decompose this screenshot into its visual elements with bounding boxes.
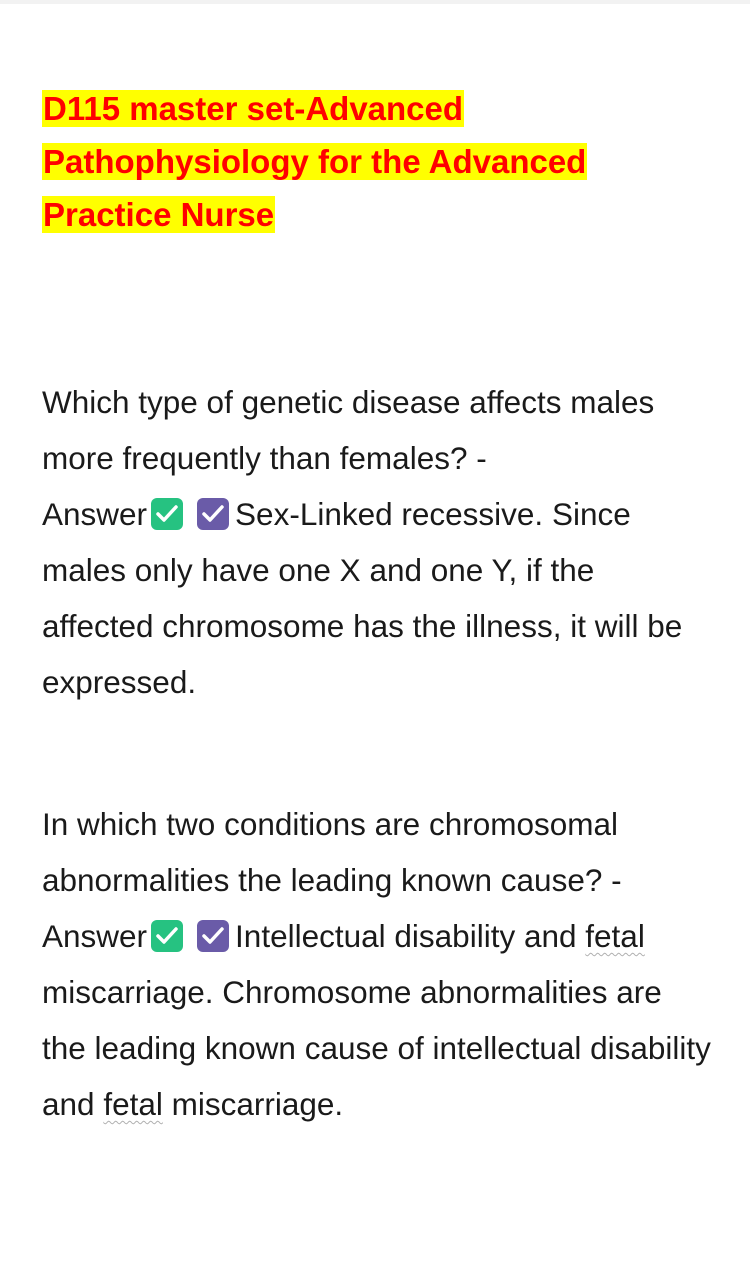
title-line-3: Practice Nurse xyxy=(43,196,275,233)
qa-item-2 xyxy=(42,796,712,1132)
purple-check-icon xyxy=(197,920,229,952)
question-text: Which type of genetic disease affects males more frequently than females? - xyxy=(42,384,655,476)
title-line-2: Pathophysiology for the Advanced xyxy=(43,143,587,180)
answer-label: Answer xyxy=(42,496,148,532)
answer-text-part-2: miscarriage. Chromosome abnormalities are the leading known cause of intellectual disability and xyxy=(42,974,711,1122)
answer-text-part-1: Intellectual disability and xyxy=(235,918,577,954)
answer-label: Answer xyxy=(42,918,148,954)
title-line-1: D115 master set-Advanced xyxy=(43,90,464,127)
purple-check-icon xyxy=(197,498,229,530)
qa-item-1 xyxy=(42,374,712,710)
document-title xyxy=(42,82,702,241)
green-check-icon xyxy=(151,498,183,530)
answer-text: Sex-Linked recessive. Since males only have one X and one Y, if the affected chromosome has the illness, it will be expressed. xyxy=(42,496,683,700)
answer-text-part-3: miscarriage. xyxy=(162,1086,344,1122)
green-check-icon xyxy=(151,920,183,952)
question-text: In which two conditions are chromosomal abnormalities the leading known cause? - xyxy=(42,806,622,898)
spellcheck-word: fetal xyxy=(585,918,645,954)
top-divider xyxy=(0,0,750,4)
spellcheck-word: fetal xyxy=(103,1086,163,1122)
